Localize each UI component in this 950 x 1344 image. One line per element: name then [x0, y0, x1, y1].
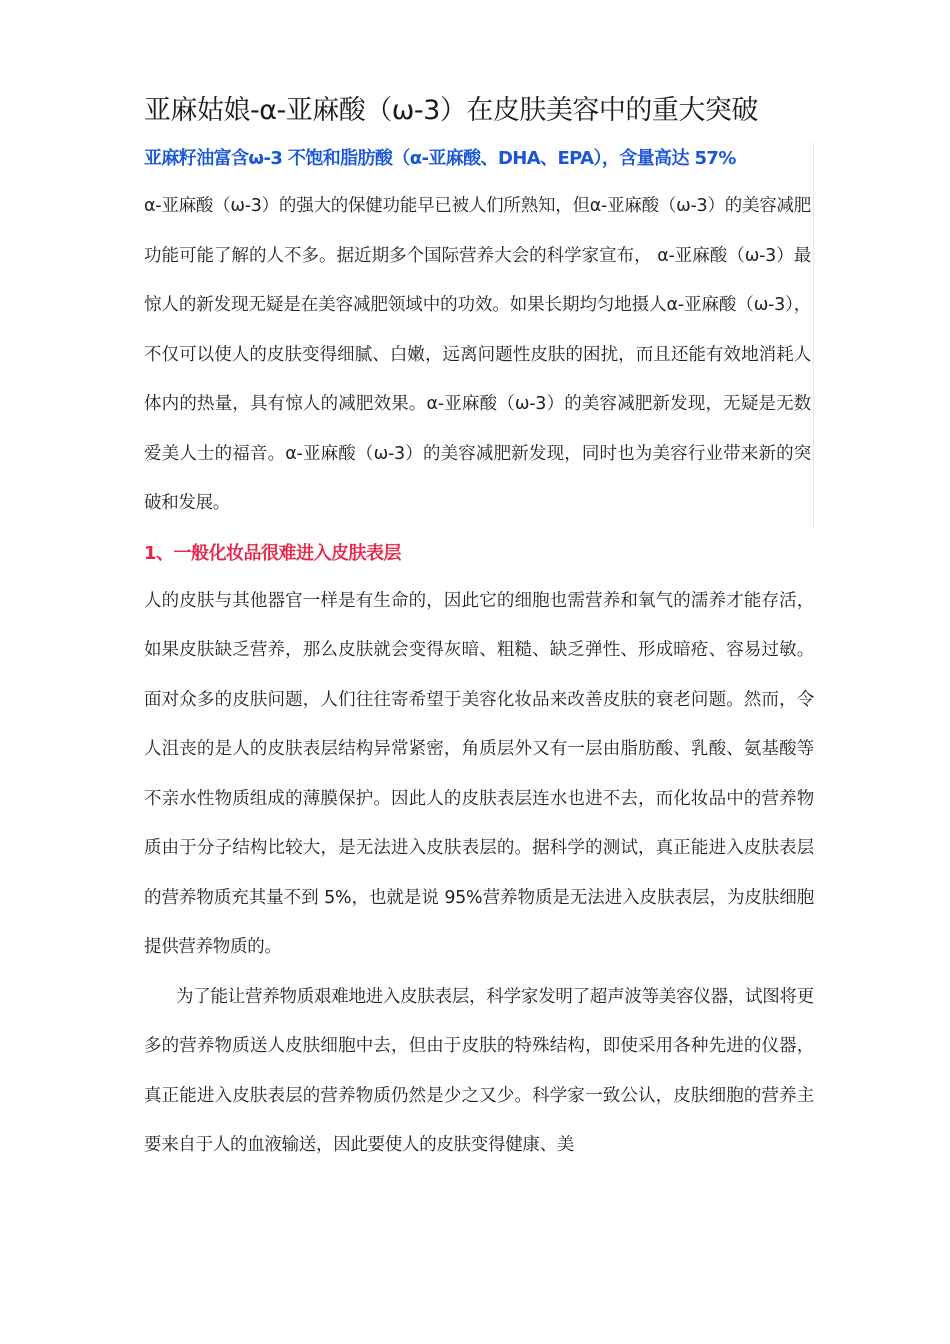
document-title: 亚麻姑娘-α-亚麻酸（ω-3）在皮肤美容中的重大突破 [144, 95, 758, 126]
section-paragraph: 为了能让营养物质艰难地进入皮肤表层，科学家发明了超声波等美容仪器，试图将更多的营养物质送人皮肤细胞中去，但由于皮肤的特殊结构，即使采用各种先进的仪器，真正能进入皮肤表层的营养物质仍然是少之又少。科学家一致公认，皮肤细胞的营养主要来自于人的血液输送，因此要使人的皮肤变得健康、美 [144, 986, 814, 1155]
document-page [144, 88, 814, 1171]
intro-block [144, 142, 814, 529]
intro-paragraph: α-亚麻酸（ω-3）的强大的保健功能早已被人们所熟知，但α-亚麻酸（ω-3）的美容减肥功能可能了解的人不多。据近期多个国际营养大会的科学家宣布， α-亚麻酸（ω-3）最惊人的新发现无疑是在美容减肥领域中的功效。如果长期均匀地摄人α-亚麻酸（ω-3），不仅可以使人的皮肤变得细腻、白嫩，远离问题性皮肤的困扰，而且还能有效地消耗人体内的热量，具有惊人的减肥效果。α-亚麻酸（ω-3）的美容减肥新发现，无疑是无数爱美人士的福音。α-亚麻酸（ω-3）的美容减肥新发现，同时也为美容行业带来新的突破和发展。 [144, 196, 811, 513]
document-subtitle: 亚麻籽油富含ω-3 不饱和脂肪酸（α-亚麻酸、DHA、EPA），含量高达 57% [144, 148, 736, 169]
section-heading: 1、一般化妆品很难进入皮肤表层 [144, 542, 402, 564]
section-paragraph: 人的皮肤与其他器官一样是有生命的，因此它的细胞也需营养和氧气的濡养才能存活，如果皮肤缺乏营养，那么皮肤就会变得灰暗、粗糙、缺乏弹性、形成暗疮、容易过敏。面对众多的皮肤问题，人们往往寄希望于美容化妆品来改善皮肤的衰老问题。然而，令人沮丧的是人的皮肤表层结构异常紧密，角质层外又有一层由脂肪酸、乳酸、氨基酸等不亲水性物质组成的薄膜保护。因此人的皮肤表层连水也进不去，而化妆品中的营养物质由于分子结构比较大，是无法进入皮肤表层的。据科学的测试，真正能进入皮肤表层的营养物质充其量不到 5%，也就是说 95%营养物质是无法进入皮肤表层，为皮肤细胞提供营养物质的。 [144, 590, 814, 957]
